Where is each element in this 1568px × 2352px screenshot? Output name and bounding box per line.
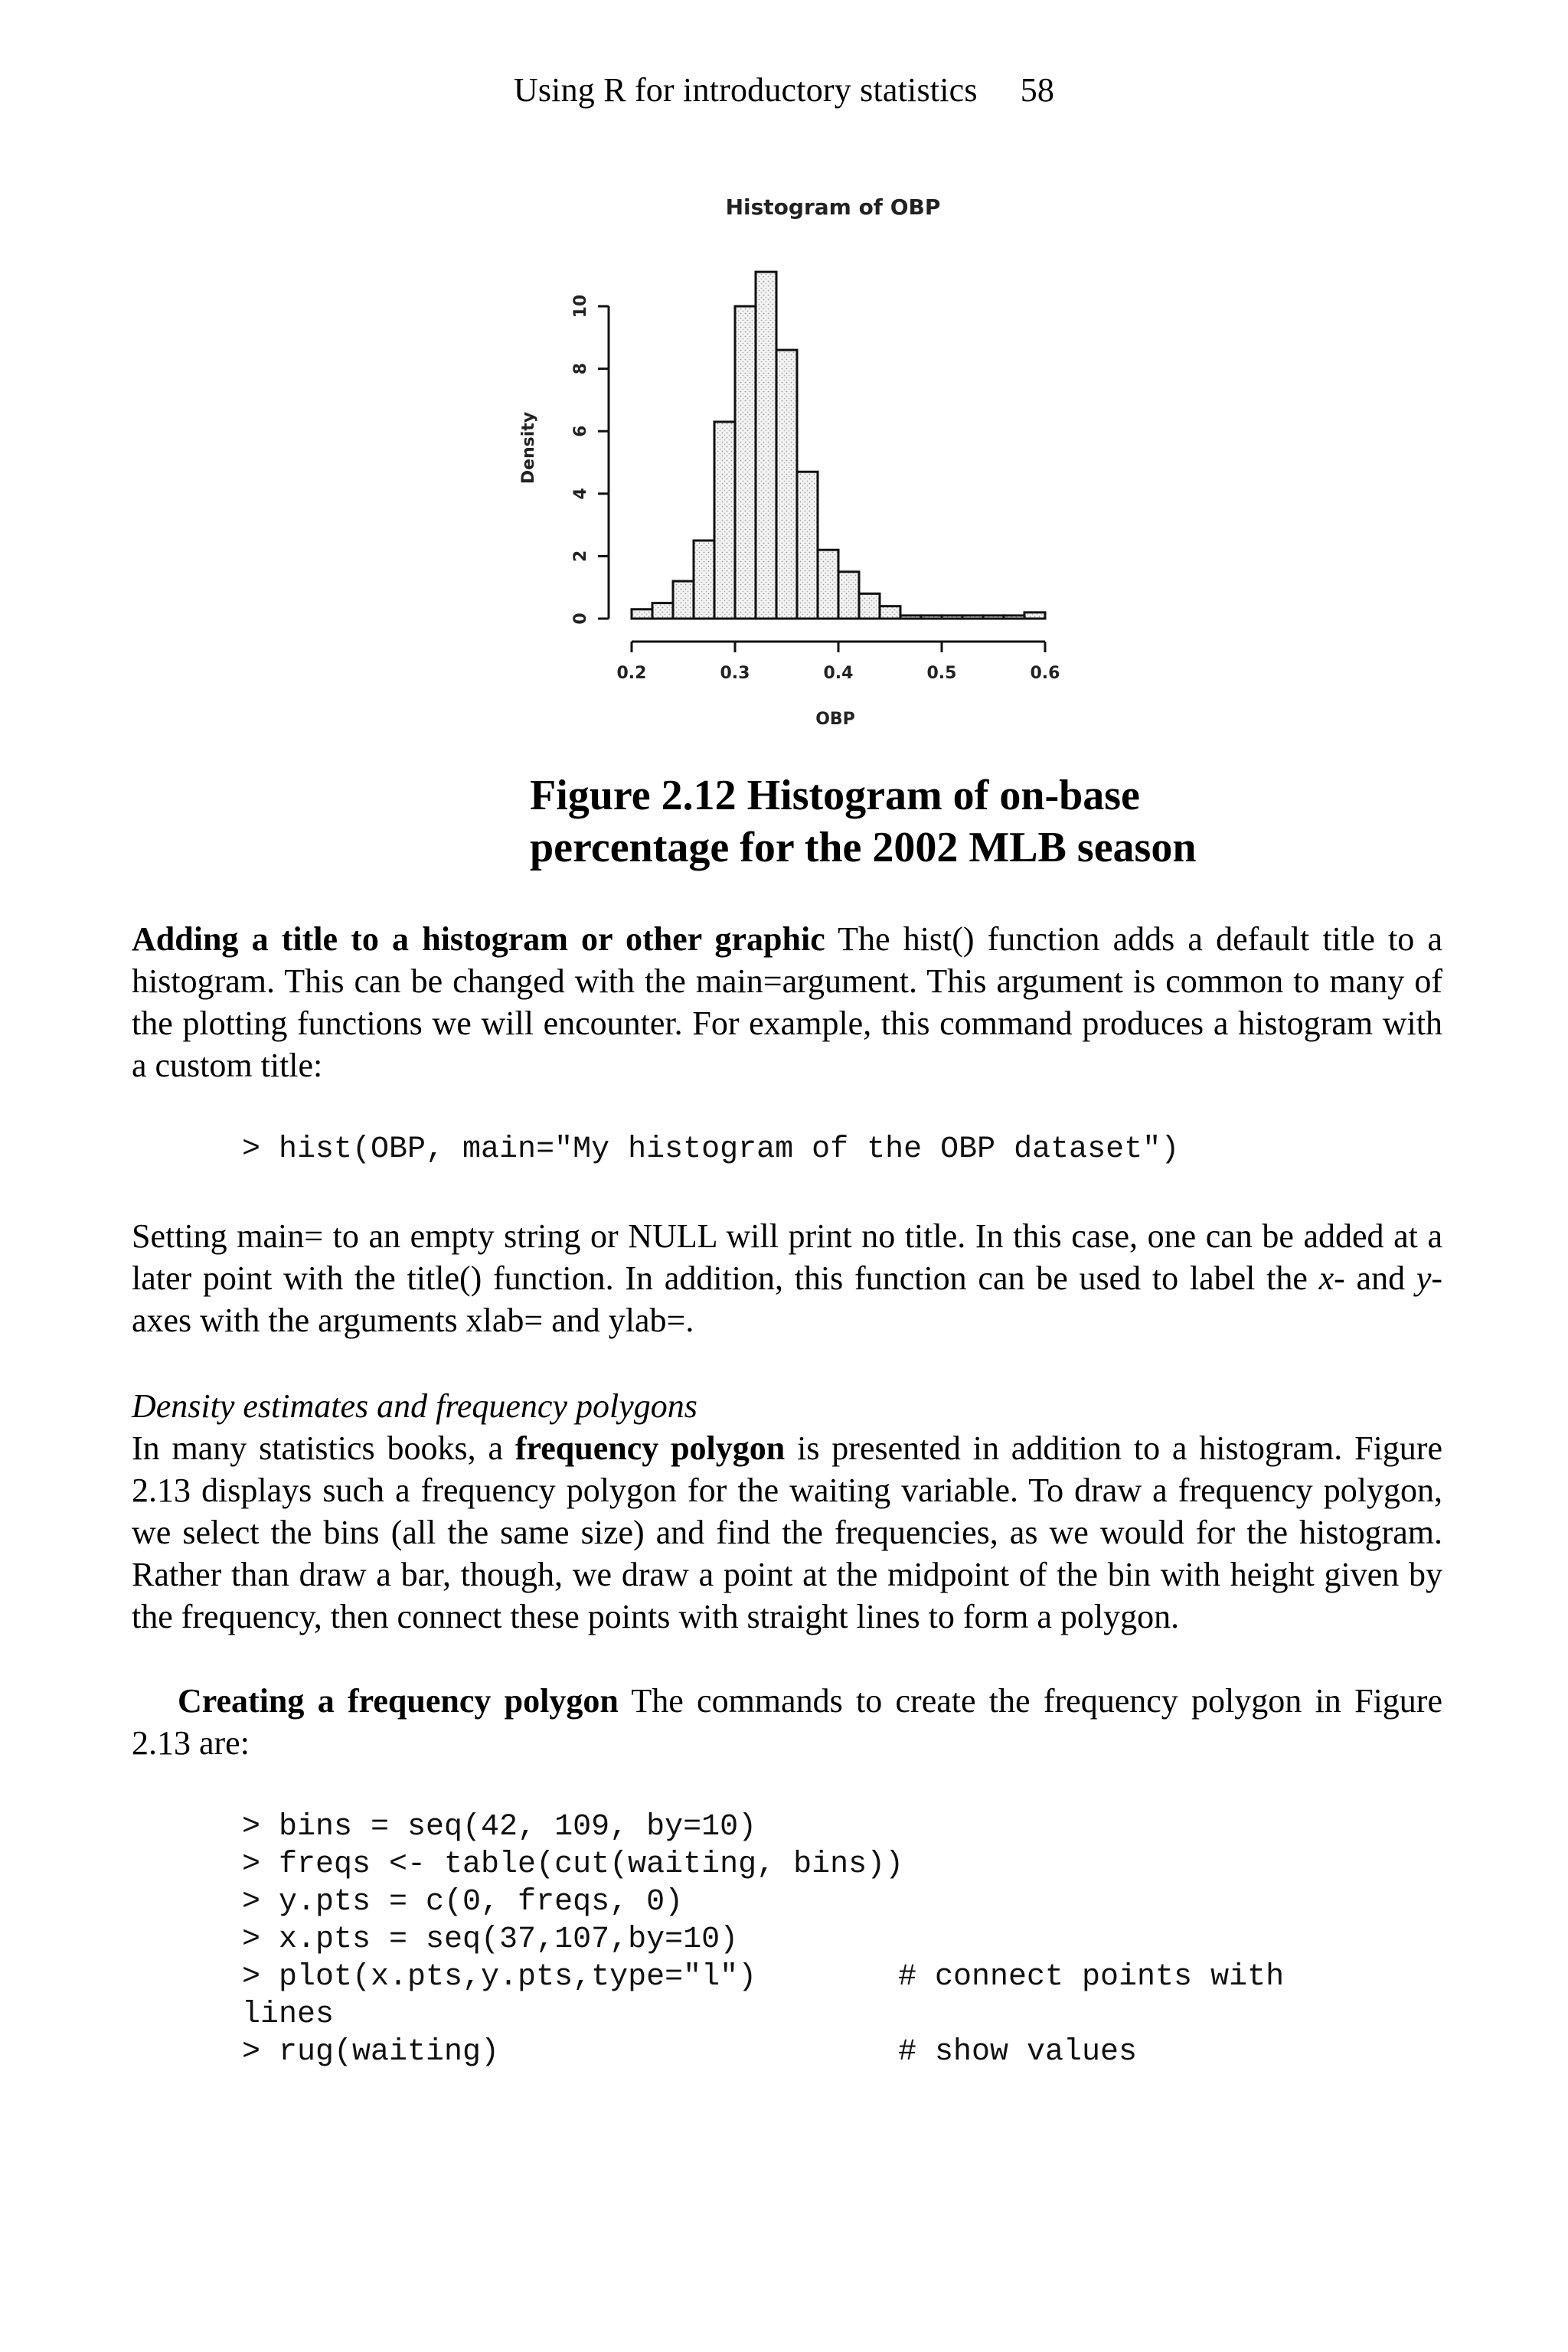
paragraph-heading: Creating a frequency polygon bbox=[178, 1682, 619, 1720]
code-command: > rug(waiting) bbox=[242, 2035, 500, 2069]
paragraph-text: The commands to create the frequency polygon in Figure 2.13 are: bbox=[132, 1682, 1442, 1762]
paragraph-text: -axes with the arguments xlab= and ylab=. bbox=[132, 1259, 1442, 1339]
histogram-bar bbox=[818, 550, 838, 619]
y-tick-label: 2 bbox=[571, 550, 590, 563]
paragraph-heading: Adding a title to a histogram or other graphic bbox=[132, 920, 825, 958]
y-tick-label: 10 bbox=[571, 294, 590, 318]
histogram-bar bbox=[776, 350, 797, 619]
x-tick-label: 0.6 bbox=[1030, 664, 1060, 683]
y-tick-label: 0 bbox=[571, 612, 590, 625]
x-tick-label: 0.4 bbox=[823, 664, 854, 683]
paragraph-creating-polygon bbox=[132, 1680, 1442, 1764]
page-number: 58 bbox=[1020, 71, 1055, 109]
code-line: > hist(OBP, main="My histogram of the OBP dataset") bbox=[242, 1132, 1180, 1167]
histogram-bar bbox=[652, 603, 673, 619]
x-tick-label: 0.2 bbox=[616, 664, 647, 683]
paragraph-frequency-polygon bbox=[132, 1427, 1442, 1638]
running-title: Using R for introductory statistics bbox=[513, 71, 978, 109]
paragraph-text: The hist() function adds a default title to a histogram. This can be changed with the main=argument. This argument is common to many of the plotting functions we will encounter. For example, this command produces a histogram with a custom title: bbox=[132, 920, 1442, 1084]
code-comment: # connect points with bbox=[898, 1960, 1285, 1994]
x-axis-term: x bbox=[1318, 1259, 1334, 1297]
y-tick-label: 4 bbox=[571, 488, 590, 500]
histogram-bar bbox=[859, 593, 880, 619]
histogram-bar bbox=[838, 572, 859, 619]
paragraph-text: In many statistics books, a bbox=[132, 1429, 515, 1467]
histogram-bar bbox=[880, 606, 900, 619]
code-comment: # show values bbox=[898, 2035, 1138, 2069]
histogram-bar bbox=[900, 616, 921, 619]
histogram-bar bbox=[714, 422, 735, 619]
section-heading bbox=[132, 1385, 1442, 1427]
code-line bbox=[242, 2034, 1284, 2071]
x-tick-label: 0.5 bbox=[926, 664, 957, 683]
histogram-bar bbox=[921, 616, 942, 619]
paragraph-text: Setting main= to an empty string or NULL will print no title. In this case, one can be added at a later point with the title() function. In addition, this function can be used to label the bbox=[132, 1217, 1442, 1297]
paragraph-adding-title bbox=[132, 918, 1442, 1086]
histogram-bar bbox=[756, 272, 776, 619]
histogram-bar bbox=[735, 306, 756, 619]
histogram-bar bbox=[1004, 616, 1024, 619]
code-line: > x.pts = seq(37,107,by=10) bbox=[242, 1922, 739, 1957]
running-head bbox=[0, 70, 1568, 109]
caption-line-2: percentage for the 2002 MLB season bbox=[530, 824, 1197, 871]
histogram-bar bbox=[694, 541, 714, 619]
paragraph-setting-main bbox=[132, 1215, 1442, 1341]
histogram-bars bbox=[632, 272, 1045, 619]
x-axis-label: OBP bbox=[815, 710, 855, 729]
y-tick-label: 8 bbox=[571, 362, 590, 375]
code-line: > bins = seq(42, 109, by=10) bbox=[242, 1810, 757, 1844]
y-axis-term: y bbox=[1416, 1259, 1432, 1297]
histogram-bar bbox=[942, 616, 962, 619]
histogram-bar bbox=[673, 581, 694, 619]
code-line bbox=[242, 1958, 1284, 1996]
x-axis bbox=[617, 642, 1060, 683]
code-command: > plot(x.pts,y.pts,type="l") bbox=[242, 1960, 757, 1994]
code-block-hist bbox=[242, 1131, 1179, 1168]
code-block-polygon bbox=[242, 1808, 1284, 2071]
caption-line-1: Figure 2.12 Histogram of on-base bbox=[530, 772, 1140, 819]
histogram-bar bbox=[1024, 612, 1045, 619]
paragraph-text: - and bbox=[1334, 1259, 1416, 1297]
code-line: > freqs <- table(cut(waiting, bins)) bbox=[242, 1847, 904, 1882]
paragraph-text: is presented in addition to a histogram. Figure 2.13 displays such a frequency polygon for the waiting variable. To draw a frequency polygon, we select the bins (all the same size) and find the frequencies, as we would for the histogram. Rather than draw a bar, though, we draw a point at the midpoint of the bin with height given by the frequency, then connect these points with straight lines to form a polygon. bbox=[132, 1429, 1442, 1635]
x-tick-label: 0.3 bbox=[720, 664, 750, 683]
histogram-bar bbox=[632, 609, 652, 619]
histogram-figure bbox=[0, 184, 1568, 750]
bold-term: frequency polygon bbox=[514, 1429, 786, 1467]
histogram-bar bbox=[983, 616, 1004, 619]
histogram-bar bbox=[962, 616, 983, 619]
figure-caption bbox=[530, 769, 1372, 874]
y-tick-label: 6 bbox=[571, 425, 590, 437]
code-line: > y.pts = c(0, freqs, 0) bbox=[242, 1885, 684, 1919]
chart-title: Histogram of OBP bbox=[725, 194, 941, 220]
histogram-bar bbox=[797, 472, 818, 619]
code-line: lines bbox=[242, 1998, 335, 2032]
y-axis bbox=[571, 295, 609, 625]
y-axis-label: Density bbox=[519, 411, 538, 485]
section-title: Density estimates and frequency polygons bbox=[132, 1387, 697, 1425]
